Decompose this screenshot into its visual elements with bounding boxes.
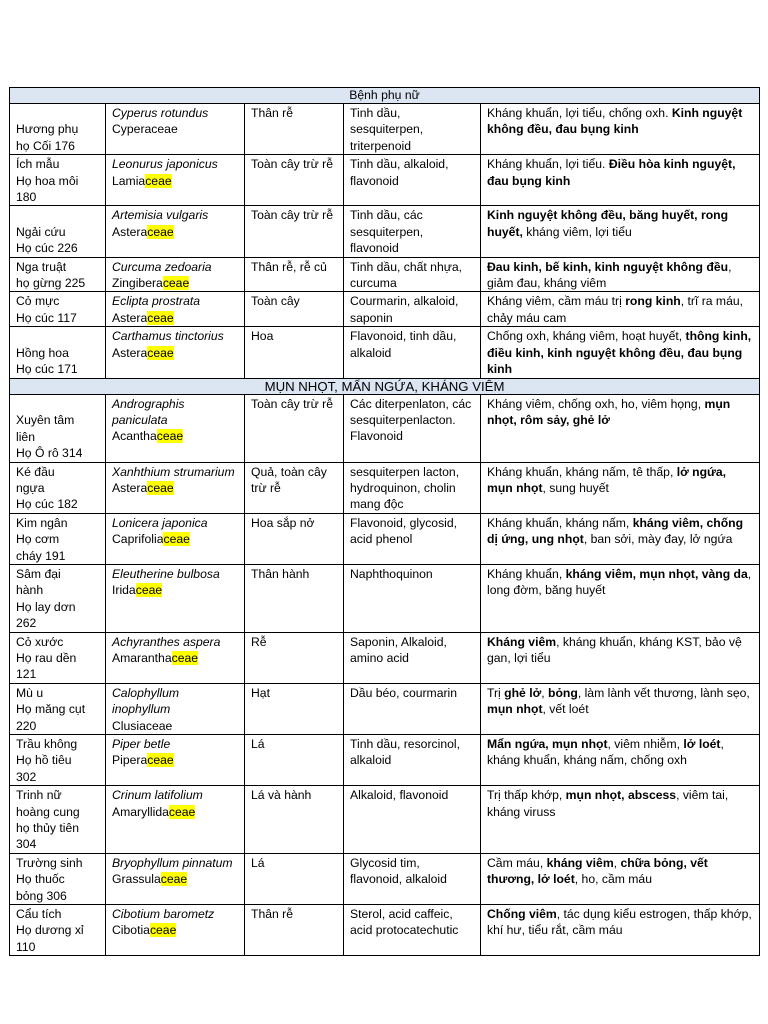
herb-name: [10, 462, 106, 513]
herb-name-line: họ gừng 225: [16, 276, 86, 291]
scientific-name: Xanhthium strumarium: [112, 464, 235, 479]
use-text-bold: kháng viêm: [546, 855, 614, 870]
use-text: kháng viêm, lợi tiểu: [522, 224, 632, 239]
scientific-name-cell: [106, 564, 245, 632]
family-name: [112, 173, 238, 189]
scientific-name: Achyranthes aspera: [112, 634, 221, 649]
use-text: Kháng khuẩn, lợi tiểu.: [487, 157, 609, 172]
herb-name-line: Ngải cứu: [16, 224, 66, 239]
document-page: [9, 87, 759, 956]
family-name: [112, 718, 238, 734]
scientific-name: Piper betle: [112, 737, 171, 751]
herb-name-line: cháy 191: [16, 548, 66, 563]
use-text: Trị thấp khớp,: [487, 788, 566, 803]
herb-name-line: liên: [16, 429, 35, 444]
herb-name: [10, 905, 106, 956]
use-text-bold: kháng viêm, mụn nhọt, vàng da: [565, 566, 748, 581]
family-suffix-highlight: ceae: [147, 310, 174, 325]
herb-name-line: ngựa: [16, 480, 45, 495]
family-prefix: Caprifolia: [112, 532, 164, 547]
herb-name-line: Họ hồ tiêu: [16, 753, 72, 768]
family-name: [112, 121, 238, 137]
chemical-components: Sterol, acid caffeic, acid protocatechutic: [344, 905, 481, 956]
herb-name: [10, 786, 106, 854]
family-prefix: Pipera: [112, 753, 148, 768]
use-text: , viêm nhiễm,: [607, 737, 684, 751]
herb-name: [10, 735, 106, 786]
use-text-bold: Kinh nguyệt không đều, đau bụng kinh: [487, 106, 743, 137]
use-text: Cầm máu,: [487, 855, 547, 870]
use-text-bold: rong kinh: [625, 294, 681, 309]
herb-table: [9, 87, 760, 956]
herb-row: [10, 394, 760, 462]
chemical-components: Flavonoid, glycosid, acid phenol: [344, 513, 481, 564]
scientific-name-cell: [106, 905, 245, 956]
herb-name-line: hành: [16, 583, 44, 598]
herb-row: [10, 155, 760, 206]
scientific-name-cell: [106, 104, 245, 155]
scientific-name: Cyperus rotundus: [112, 106, 209, 120]
use-text: , ho, cầm máu: [574, 872, 652, 887]
chemical-components: Tinh dầu, chất nhựa, curcuma: [344, 257, 481, 292]
herb-row: [10, 735, 760, 786]
family-name: [112, 752, 238, 768]
herb-name-line: Họ thuốc: [16, 872, 65, 887]
family-prefix: Astera: [112, 224, 148, 239]
use-text: Kháng khuẩn, lợi tiểu, chống oxh.: [487, 106, 672, 120]
scientific-name: Andrographis paniculata: [112, 396, 185, 427]
use-text-bold: mụn nhọt: [487, 702, 543, 717]
family-suffix-highlight: ceae: [171, 650, 199, 665]
herb-name-line: Họ lay dơn: [16, 599, 76, 614]
herb-name-line: Trầu không: [16, 737, 78, 751]
herb-name-line: Nga truật: [16, 259, 67, 274]
chemical-components: Alkaloid, flavonoid: [344, 786, 481, 854]
chemical-components: Các diterpenlaton, các sesquiterpenlacton. Flavonoid: [344, 394, 481, 462]
plant-part: Toàn cây: [245, 292, 344, 327]
family-suffix-highlight: ceae: [147, 224, 174, 239]
herb-name-line: 262: [16, 616, 37, 631]
medicinal-uses: [481, 155, 760, 206]
plant-part: Hạt: [245, 683, 344, 734]
scientific-name: Leonurus japonicus: [112, 157, 218, 172]
family-suffix-highlight: ceae: [145, 173, 172, 188]
plant-part: Hoa sắp nở: [245, 513, 344, 564]
family-name: [112, 428, 238, 444]
family-prefix: Astera: [112, 345, 148, 360]
family-name: [112, 480, 238, 496]
herb-name-line: Họ cúc 117: [16, 310, 77, 325]
plant-part: Lá và hành: [245, 786, 344, 854]
use-text-bold: mụn nhọt, rôm sảy, ghẻ lở: [487, 396, 731, 427]
medicinal-uses: [481, 206, 760, 257]
medicinal-uses: [481, 462, 760, 513]
use-text: , viêm tai, kháng viruss: [487, 788, 729, 819]
scientific-name-cell: [106, 632, 245, 683]
chemical-components: Tinh dầu, resorcinol, alkaloid: [344, 735, 481, 786]
family-suffix-highlight: ceae: [156, 429, 184, 444]
scientific-name-cell: [106, 155, 245, 206]
herb-row: [10, 853, 760, 904]
herb-name-line: Cẩu tích: [16, 907, 62, 922]
section-title-mun-nhot: MỤN NHỌT, MẨN NGỨA, KHÁNG VIÊM: [10, 378, 760, 394]
use-text: Kháng khuẩn,: [487, 566, 566, 581]
scientific-name-cell: [106, 257, 245, 292]
herb-name: [10, 257, 106, 292]
herb-name: [10, 292, 106, 327]
herb-name-line: 220: [16, 718, 37, 733]
herb-row: [10, 327, 760, 378]
herb-row: [10, 206, 760, 257]
herb-row: [10, 104, 760, 155]
chemical-components: Saponin, Alkaloid, amino acid: [344, 632, 481, 683]
herb-name-line: Ké đầu: [16, 464, 55, 479]
herb-name-line: Họ cúc 182: [16, 497, 78, 512]
plant-part: Thân rễ: [245, 104, 344, 155]
plant-part: Rễ: [245, 632, 344, 683]
family-name: [112, 871, 238, 887]
use-text-bold: lở ngứa, mụn nhọt: [487, 464, 727, 495]
scientific-name: Cibotium barometz: [112, 907, 215, 922]
use-text-bold: bỏng: [548, 685, 578, 700]
family-prefix: Grassula: [112, 872, 161, 887]
herb-name: [10, 206, 106, 257]
chemical-components: Dầu béo, courmarin: [344, 683, 481, 734]
family-prefix: Astera: [112, 310, 148, 325]
use-text-bold: Điều hòa kinh nguyệt, đau bụng kinh: [487, 157, 736, 188]
family-prefix: Zingibera: [112, 276, 163, 291]
herb-row: [10, 462, 760, 513]
use-text: Trị: [487, 685, 505, 700]
herb-name-line: họ thủy tiên: [16, 821, 80, 836]
herb-name-line: Họ dương xỉ: [16, 923, 84, 938]
plant-part: Lá: [245, 735, 344, 786]
medicinal-uses: [481, 394, 760, 462]
family-name: [112, 224, 238, 240]
herb-name-line: 121: [16, 667, 37, 682]
family-suffix-highlight: ceae: [168, 804, 196, 819]
section-header-row: [10, 88, 760, 104]
herb-name-line: 304: [16, 837, 37, 852]
herb-name-line: Mù u: [16, 685, 44, 700]
herb-name-line: Cỏ mực: [16, 294, 60, 309]
herb-name-line: Cỏ xước: [16, 634, 64, 649]
herb-name-line: Họ cúc 171: [16, 362, 78, 377]
herb-name: [10, 155, 106, 206]
herb-name-line: Sâm đại: [16, 566, 61, 581]
medicinal-uses: [481, 735, 760, 786]
herb-name-line: hoàng cung: [16, 804, 80, 819]
chemical-components: sesquiterpen lacton, hydroquinon, cholin mang độc: [344, 462, 481, 513]
scientific-name-cell: [106, 735, 245, 786]
use-text: , sung huyết: [542, 480, 609, 495]
herb-name-line: Xuyên tâm: [16, 413, 75, 428]
family-name: [112, 275, 238, 291]
use-text: ,: [613, 855, 621, 870]
medicinal-uses: [481, 683, 760, 734]
herb-row: [10, 683, 760, 734]
use-text-bold: Chống viêm: [487, 907, 557, 922]
herb-name-line: Hương phụ: [16, 122, 79, 137]
use-text: Kháng viêm, cầm máu trị: [487, 294, 626, 309]
plant-part: Thân hành: [245, 564, 344, 632]
chemical-components: Tinh dầu, các sesquiterpen, flavonoid: [344, 206, 481, 257]
scientific-name-cell: [106, 462, 245, 513]
medicinal-uses: [481, 632, 760, 683]
family-suffix-highlight: ceae: [147, 345, 174, 360]
use-text: Kháng khuẩn, kháng nấm,: [487, 515, 633, 530]
herb-name: [10, 683, 106, 734]
herb-name-line: Họ Ô rô 314: [16, 446, 83, 461]
herb-name-line: 302: [16, 769, 37, 784]
use-text: Kháng viêm, chống oxh, ho, viêm họng,: [487, 396, 705, 411]
plant-part: Lá: [245, 853, 344, 904]
herb-row: [10, 786, 760, 854]
family-prefix: Irida: [112, 583, 136, 598]
plant-part: Toàn cây trừ rễ: [245, 394, 344, 462]
herb-name-line: 110: [16, 939, 36, 954]
use-text: , giảm đau, kháng viêm: [487, 259, 732, 291]
plant-part: Toàn cây trừ rễ: [245, 206, 344, 257]
scientific-name: Bryophyllum pinnatum: [112, 855, 233, 870]
scientific-name-cell: [106, 206, 245, 257]
family-prefix: Clusiaceae: [112, 718, 173, 733]
family-prefix: Acantha: [112, 429, 157, 444]
herb-row: [10, 257, 760, 292]
use-text: , ban sởi, mày đay, lở ngứa: [583, 532, 733, 547]
use-text: , long đờm, băng huyết: [487, 566, 752, 598]
section-title-benh-phu-nu: Bệnh phụ nữ: [10, 88, 760, 104]
use-text-bold: kháng viêm, chống dị ứng, ung nhọt: [487, 515, 744, 547]
scientific-name: Crinum latifolium: [112, 788, 203, 803]
medicinal-uses: [481, 905, 760, 956]
use-text-bold: Mẩn ngứa, mụn nhọt: [487, 737, 608, 751]
family-name: [112, 345, 238, 361]
herb-row: [10, 513, 760, 564]
use-text: Chống oxh, kháng viêm, hoạt huyết,: [487, 329, 686, 344]
use-text-bold: ghẻ lở: [504, 685, 542, 700]
scientific-name-cell: [106, 853, 245, 904]
family-suffix-highlight: ceae: [147, 480, 174, 495]
herb-name-line: Họ hoa môi: [16, 173, 79, 188]
herb-name-line: Hồng hoa: [16, 345, 69, 360]
herb-name-line: Ích mẫu: [16, 157, 60, 172]
section-header-row: [10, 378, 760, 394]
use-text: , trĩ ra máu, chảy máu cam: [487, 294, 744, 325]
use-text: , kháng khuẩn, kháng nấm, chống oxh: [487, 737, 724, 768]
herb-name-line: Họ cúc 226: [16, 241, 78, 256]
use-text-bold: mụn nhọt, abscess: [565, 788, 677, 803]
use-text: Kháng khuẩn, kháng nấm, tê thấp,: [487, 464, 677, 479]
plant-part: Thân rễ: [245, 905, 344, 956]
scientific-name: Curcuma zedoaria: [112, 259, 212, 274]
herb-name: [10, 394, 106, 462]
use-text: , tác dụng kiểu estrogen, thấp khớp, khí hư, tiểu rắt, cầm máu: [487, 907, 752, 938]
family-suffix-highlight: ceae: [163, 532, 190, 547]
herb-name-line: Họ rau dền: [16, 650, 77, 665]
herb-row: [10, 905, 760, 956]
herb-name: [10, 104, 106, 155]
use-text-bold: Kháng viêm: [487, 634, 557, 649]
chemical-components: Tinh dầu, sesquiterpen, triterpenoid: [344, 104, 481, 155]
family-prefix: Lamia: [112, 173, 146, 188]
herb-row: [10, 564, 760, 632]
herb-name: [10, 564, 106, 632]
scientific-name: Carthamus tinctorius: [112, 329, 224, 344]
herb-name: [10, 513, 106, 564]
family-suffix-highlight: ceae: [162, 276, 190, 291]
family-prefix: Astera: [112, 480, 148, 495]
family-name: [112, 804, 238, 820]
scientific-name-cell: [106, 513, 245, 564]
medicinal-uses: [481, 104, 760, 155]
family-suffix-highlight: ceae: [135, 583, 163, 598]
use-text-bold: lở loét: [683, 737, 721, 751]
herb-name: [10, 327, 106, 378]
use-text-bold: Đau kinh, bế kinh, kinh nguyệt không đều: [487, 259, 729, 274]
scientific-name-cell: [106, 683, 245, 734]
medicinal-uses: [481, 292, 760, 327]
use-text-bold: thông kinh, điều kinh, kinh nguyệt không đều, đau bụng kinh: [487, 329, 752, 377]
family-name: [112, 650, 238, 666]
scientific-name: Calophyllum inophyllum: [112, 685, 180, 717]
chemical-components: Flavonoid, tinh dầu, alkaloid: [344, 327, 481, 378]
scientific-name-cell: [106, 327, 245, 378]
family-suffix-highlight: ceae: [149, 923, 177, 938]
scientific-name-cell: [106, 292, 245, 327]
herb-name-line: Trinh nữ: [16, 788, 62, 803]
herb-name: [10, 853, 106, 904]
herb-name-line: bỏng 306: [16, 888, 67, 903]
herb-row: [10, 632, 760, 683]
herb-table-body: [10, 88, 760, 956]
plant-part: Hoa: [245, 327, 344, 378]
herb-row: [10, 292, 760, 327]
medicinal-uses: [481, 786, 760, 854]
use-text: , vết loét: [542, 702, 589, 717]
herb-name-line: 180: [16, 190, 37, 205]
medicinal-uses: [481, 327, 760, 378]
use-text: ,: [541, 685, 549, 700]
use-text-bold: chữa bỏng, vết thương, lở loét: [487, 855, 708, 887]
use-text-bold: Kinh nguyệt không đều, băng huyết, rong huyết,: [487, 208, 729, 239]
family-prefix: Cyperaceae: [112, 122, 178, 137]
medicinal-uses: [481, 257, 760, 292]
scientific-name-cell: [106, 786, 245, 854]
plant-part: Toàn cây trừ rễ: [245, 155, 344, 206]
use-text: , kháng khuẩn, kháng KST, bảo vệ gan, lợi tiểu: [487, 634, 742, 665]
medicinal-uses: [481, 564, 760, 632]
chemical-components: Naphthoquinon: [344, 564, 481, 632]
use-text: , làm lành vết thương, lành sẹo,: [577, 685, 750, 700]
herb-name-line: họ Cối 176: [16, 138, 75, 153]
family-name: [112, 531, 238, 547]
plant-part: Thân rễ, rễ củ: [245, 257, 344, 292]
chemical-components: Tinh dầu, alkaloid, flavonoid: [344, 155, 481, 206]
medicinal-uses: [481, 853, 760, 904]
herb-name: [10, 632, 106, 683]
scientific-name: Eleutherine bulbosa: [112, 566, 220, 581]
chemical-components: Courmarin, alkaloid, saponin: [344, 292, 481, 327]
family-prefix: Cibotia: [112, 923, 150, 938]
family-suffix-highlight: ceae: [147, 753, 174, 768]
plant-part: Quả, toàn cây trừ rễ: [245, 462, 344, 513]
scientific-name-cell: [106, 394, 245, 462]
family-prefix: Amaryllida: [112, 804, 169, 819]
scientific-name: Lonicera japonica: [112, 515, 208, 530]
herb-name-line: Trường sinh: [16, 855, 83, 870]
scientific-name: Artemisia vulgaris: [112, 208, 209, 223]
chemical-components: Glycosid tim, flavonoid, alkaloid: [344, 853, 481, 904]
family-name: [112, 582, 238, 598]
family-name: [112, 310, 238, 326]
family-suffix-highlight: ceae: [160, 872, 188, 887]
family-name: [112, 922, 238, 938]
family-prefix: Amarantha: [112, 650, 172, 665]
herb-name-line: Họ cơm: [16, 532, 60, 547]
scientific-name: Eclipta prostrata: [112, 294, 201, 309]
herb-name-line: Họ măng cụt: [16, 702, 86, 717]
herb-name-line: Kim ngân: [16, 515, 68, 530]
medicinal-uses: [481, 513, 760, 564]
